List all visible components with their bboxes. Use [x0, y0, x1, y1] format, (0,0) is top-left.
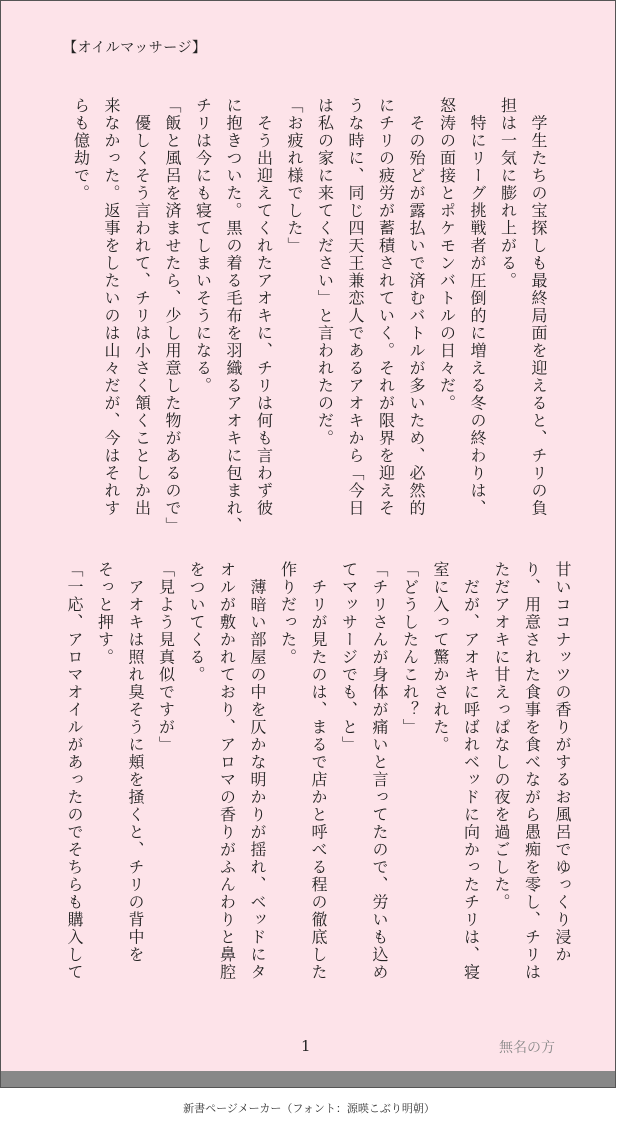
text-column: オルが敷かれており、アロマの香りがふんわりと鼻腔 [217, 561, 237, 981]
text-column: り、用意された食事を食べながら愚痴を零し、チリは [522, 561, 542, 981]
credit-text: 新書ページメーカー（フォント：源暎こぶり明朝） [183, 1102, 435, 1115]
text-column: 「お疲れ様でした」 [285, 97, 304, 255]
text-column: だが、アオキに呼ばれベッドに向かったチリは、寝 [461, 561, 481, 981]
text-column: 「どうしたんこれ？」 [400, 561, 420, 736]
upper-text-block [65, 97, 553, 537]
text-column: 「一応、アロマオイルがあったのでそちらも購入して [65, 561, 84, 981]
text-column: 作りだった。 [278, 561, 298, 666]
bottom-bar [1, 1071, 615, 1087]
text-column: 室に入って驚かされた。 [431, 561, 450, 754]
page-number: 1 [301, 1037, 311, 1055]
section-title: 【オイルマッサージ】 [63, 40, 207, 56]
text-column: ただアオキに甘えっぱなしの夜を過ごした。 [492, 561, 511, 911]
text-column: は私の家に来てください」と言われたのだ。 [315, 97, 335, 447]
text-column: 優しくそう言われて、チリは小さく頷くことしか出 [132, 97, 152, 517]
text-column: 特にリーグ挑戦者が圧倒的に増える冬の終わりは、 [468, 97, 487, 517]
text-column: チリは今にも寝てしまいそうになる。 [193, 97, 213, 395]
text-column: 学生たちの宝探しも最終局面を迎えると、チリの負 [529, 97, 548, 517]
text-column: アオキは照れ臭そうに頬を掻くと、チリの背中を [126, 561, 145, 964]
text-column: 「飯と風呂を済ませたら、少し用意した物があるので」 [163, 97, 182, 535]
author-name: 無名の方 [499, 1040, 555, 1056]
text-column: にチリの疲労が蓄積されていく。それが限界を迎えそ [376, 97, 396, 517]
text-column: をついてくる。 [187, 561, 206, 684]
text-column: 甘いココナッツの香りがするお風呂でゆっくり浸か [553, 561, 572, 964]
text-column: てマッサージでも、と」 [339, 561, 359, 754]
text-column: その殆どが露払いで済むバトルが多いため、必然的 [407, 97, 426, 517]
text-column: 担は一気に膨れ上がる。 [498, 97, 518, 290]
text-column: 「見よう見真似ですが」 [156, 561, 176, 754]
text-column: チリが見たのは、まるで店かと呼べる程の徹底した [309, 561, 328, 981]
text-column: 「チリさんが身体が痛いと言ってたので、労いも込め [370, 561, 389, 981]
text-column: らも億劫で。 [71, 97, 91, 202]
lower-text-block [59, 561, 578, 1001]
text-column: そっと押す。 [95, 561, 115, 666]
text-column: に抱きついた。黒の着る毛布を羽織るアオキに包まれ、 [224, 97, 243, 535]
text-column: うな時に、同じ四天王兼恋人であるアオキから「今日 [346, 97, 365, 517]
text-column: そう出迎えてくれたアオキに、チリは何も言わず彼 [254, 97, 274, 517]
text-column: 怒涛の面接とポケモンバトルの日々だ。 [437, 97, 457, 412]
text-column: 薄暗い部屋の中を仄かな明かりが揺れ、ベッドにタ [248, 561, 267, 981]
text-column: 来なかった。返事をしたいのは山々だが、今はそれす [102, 97, 121, 517]
